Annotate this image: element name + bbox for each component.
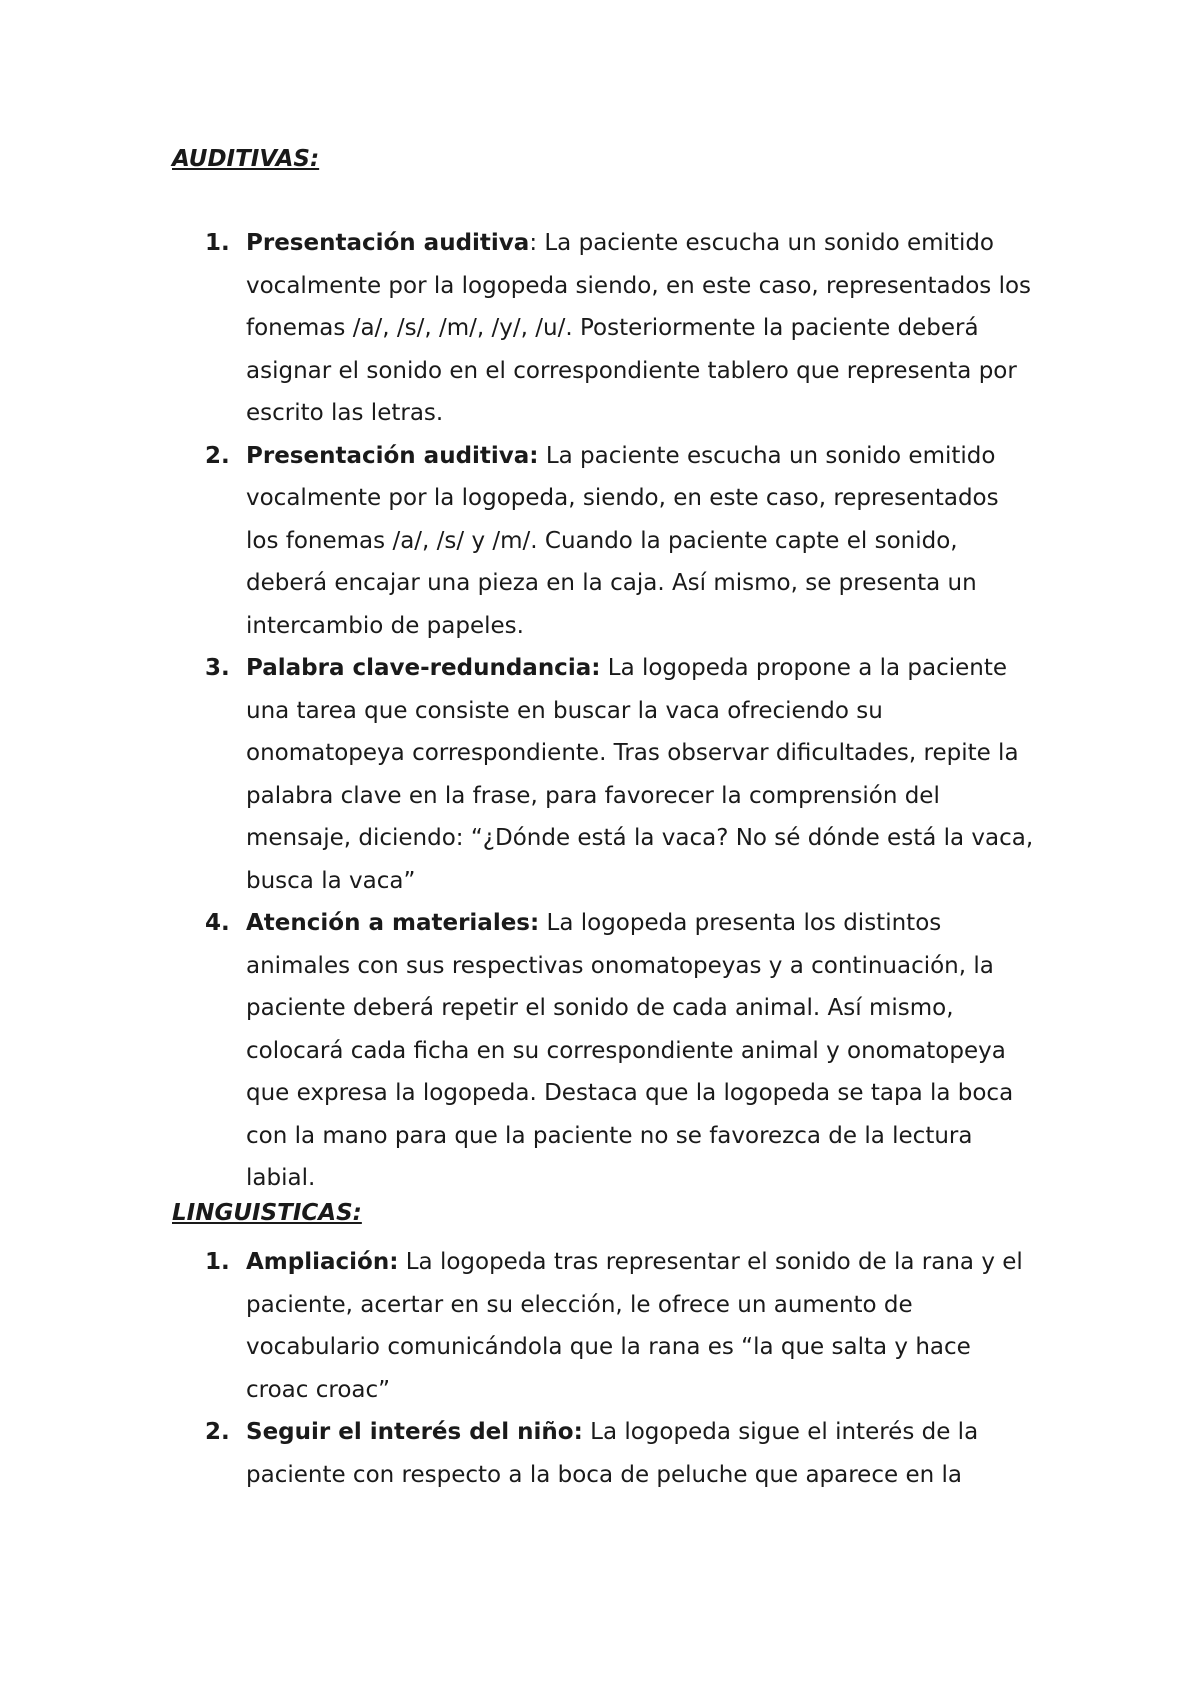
item-number: 2. (205, 1419, 230, 1445)
list-item (0, 1241, 1036, 1411)
item-text: La logopeda presenta los distintos animales con sus respectivas onomatopeyas y a continuación, la paciente deberá repetir el sonido de cada animal. Así mismo, colocará cada ficha en su correspondiente animal y onomatopeya que expresa la logopeda. Destaca que la logopeda se tapa la boca con la mano para que la paciente no se favorezca de la lectura labial. (246, 910, 1014, 1191)
item-number: 1. (205, 1249, 230, 1275)
item-text: La logopeda tras representar el sonido de la rana y el paciente, acertar en su elección, le ofrece un aumento de vocabulario comunicándola que la rana es “la que salta y hace croac croac” (246, 1249, 1023, 1403)
item-term: Palabra clave-redundancia: (246, 655, 601, 681)
item-term: Presentación auditiva (246, 230, 530, 256)
item-text: La logopeda propone a la paciente una tarea que consiste en buscar la vaca ofreciendo su onomatopeya correspondiente. Tras observar dificultades, repite la palabra clave en la frase, para favorecer la comprensión del mensaje, diciendo: “¿Dónde está la vaca? No sé dónde está la vaca, busca la vaca” (246, 655, 1034, 894)
list-item (0, 435, 1036, 648)
item-term: Ampliación: (246, 1249, 399, 1275)
item-term: Seguir el interés del niño: (246, 1419, 583, 1445)
section-heading-linguisticas: LINGUISTICAS: (172, 1200, 362, 1226)
item-number: 3. (205, 655, 230, 681)
item-text: La logopeda sigue el interés de la paciente con respecto a la boca de peluche que aparece en la (246, 1419, 979, 1488)
item-number: 4. (205, 910, 230, 936)
item-term: Atención a materiales: (246, 910, 540, 936)
item-number: 1. (205, 230, 230, 256)
item-number: 2. (205, 442, 230, 469)
item-text: La paciente escucha un sonido emitido vocalmente por la logopeda, siendo, en este caso, representados los fonemas /a/, /s/ y /m/. Cuando la paciente capte el sonido, deberá encajar una pieza en la caja. Así mismo, se presenta un intercambio de papeles. (246, 442, 999, 639)
list-item (0, 222, 1036, 435)
section-heading-auditivas: AUDITIVAS: (172, 146, 320, 172)
linguisticas-list (0, 1241, 1036, 1496)
item-text: : La paciente escucha un sonido emitido vocalmente por la logopeda siendo, en este caso, representados los fonemas /a/, /s/, /m/, /y/, /u/. Posteriormente la paciente deberá asignar el sonido en el correspondiente tablero que representa por escrito las letras. (246, 230, 1032, 426)
list-item (0, 647, 1036, 902)
auditivas-list (0, 222, 1036, 1200)
list-item (0, 1411, 1036, 1496)
item-term: Presentación auditiva: (246, 442, 539, 469)
list-item (0, 902, 1036, 1200)
